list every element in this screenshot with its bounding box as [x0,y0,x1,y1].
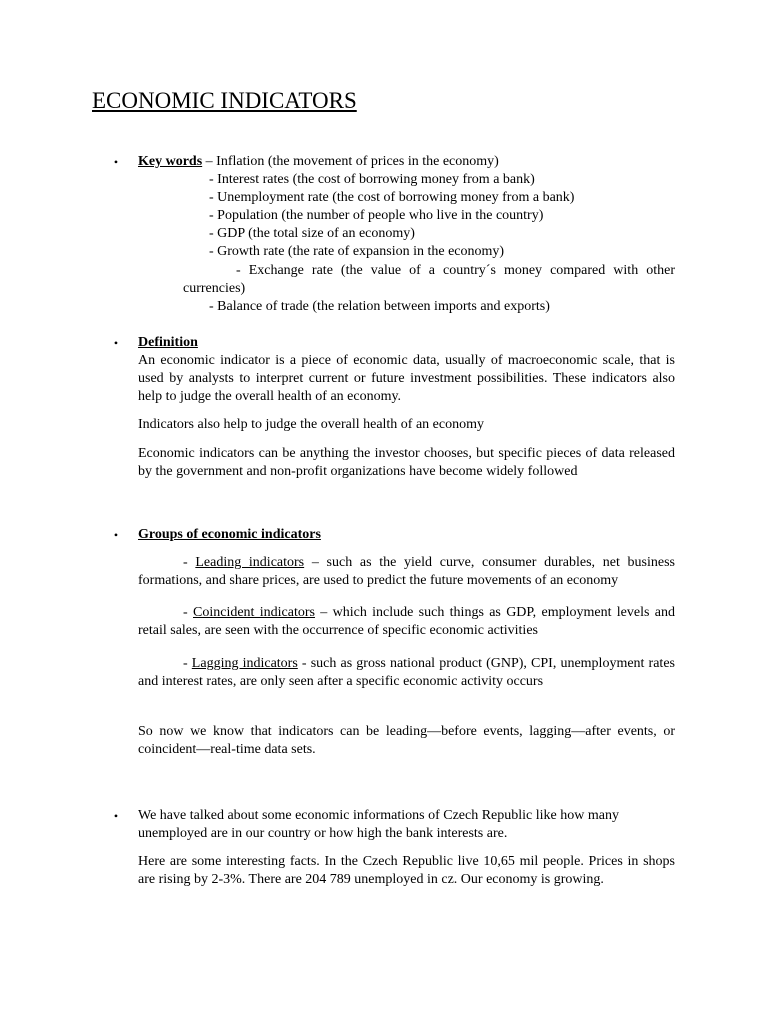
bullet-key-words: • [113,155,119,169]
groups-heading: Groups of economic indicators [138,527,321,542]
key-word-exchange-rate-cont: currencies) [183,281,246,296]
dash: - [183,656,192,671]
definition-heading: Definition [138,335,198,350]
key-word-item: - Population (the number of people who live in the country) [209,208,544,223]
key-word-item: - Growth rate (the rate of expansion in the economy) [209,244,505,259]
coincident-indicators-paragraph [138,604,675,640]
key-words-first-line [138,153,499,171]
key-word-item: - GDP (the total size of an economy) [209,226,415,241]
definition-paragraph-3: Economic indicators can be anything the investor chooses, but specific pieces of data released by the government and non-profit organizations have become widely followed [138,446,675,479]
key-word-item: - Interest rates (the cost of borrowing money from a bank) [209,172,535,187]
key-word-exchange-rate: - Exchange rate (the value of a country´s money compared with other [236,263,675,278]
bullet-czech: • [113,809,119,823]
dash: - [183,555,196,570]
key-word-item: - Unemployment rate (the cost of borrowing money from a bank) [209,190,575,205]
groups-summary-paragraph: So now we know that indicators can be leading—before events, lagging—after events, or coincident—real-time data sets. [138,724,675,757]
coincident-indicators-text: – which include such things as GDP, employment levels and retail sales, are seen with the occurrence of specific economic activities [138,605,675,638]
key-words-label: Key words [138,154,203,169]
bullet-definition: • [113,336,119,350]
leading-indicators-paragraph [138,554,675,590]
lagging-indicators-term: Lagging indicators [191,656,298,671]
lagging-indicators-text: - such as gross national product (GNP), CPI, unemployment rates and interest rates, are only seen after a specific economic activity occurs [138,656,675,689]
definition-paragraph-2: Indicators also help to judge the overall health of an economy [138,417,485,432]
coincident-indicators-term: Coincident indicators [193,605,315,620]
bullet-groups: • [113,528,119,542]
lagging-indicators-paragraph [138,655,675,691]
key-word-balance-of-trade: - Balance of trade (the relation between imports and exports) [209,299,550,314]
czech-paragraph: We have talked about some economic informations of Czech Republic like how many unemployed are in our country or how high the bank interests are. [138,808,619,841]
leading-indicators-text: – such as the yield curve, consumer durables, net business formations, and share prices, are used to predict the future movements of an economy [138,555,675,588]
leading-indicators-term: Leading indicators [195,555,305,570]
dash: - [183,605,193,620]
key-words-inflation: – Inflation (the movement of prices in the economy) [202,154,499,169]
page-title: ECONOMIC INDICATORS [92,88,357,113]
czech-facts-paragraph: Here are some interesting facts. In the Czech Republic live 10,65 mil people. Prices in shops are rising by 2-3%. There are 204 789 unemployed in cz. Our economy is growing. [138,854,675,887]
definition-paragraph: An economic indicator is a piece of economic data, usually of macroeconomic scale, that is used by analysts to interpret current or future investment possibilities. These indicators also help to judge the overall health of an economy. [138,353,675,404]
